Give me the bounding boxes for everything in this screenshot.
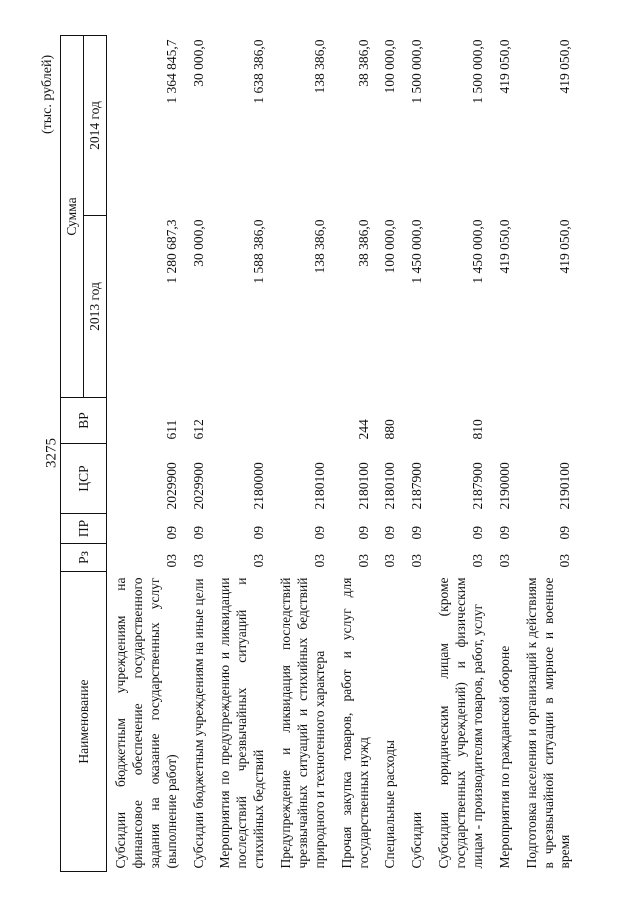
rotated-page [40, 36, 600, 872]
cell-vr: 611 [163, 419, 179, 440]
cell-2014: 138 386,0 [311, 39, 327, 94]
page-number: 3275 [43, 438, 60, 468]
cell-rz: 03 [311, 554, 327, 568]
cell-pr: 09 [311, 526, 327, 540]
header-year-2014: 2014 год [84, 35, 107, 215]
header-csr: ЦСР [61, 444, 107, 514]
cell-name: Субсидии юридическим лицам (кроме государственных учреждений) и физическим лицам - производителям товаров, работ, услуг [436, 577, 485, 869]
cell-vr: 880 [382, 419, 398, 440]
cell-csr: 2180000 [251, 462, 267, 510]
cell-name: Мероприятия по гражданской обороне [496, 645, 512, 869]
cell-pr: 09 [163, 526, 179, 540]
cell-pr: 09 [557, 526, 573, 540]
cell-rz: 03 [163, 554, 179, 568]
cell-2014: 1 500 000,0 [409, 39, 425, 104]
cell-csr: 2180100 [311, 462, 327, 510]
cell-rz: 03 [251, 554, 267, 568]
cell-2014: 30 000,0 [190, 39, 206, 87]
cell-csr: 2190100 [557, 462, 573, 510]
cell-csr: 2029900 [163, 462, 179, 510]
cell-2014: 38 386,0 [355, 39, 371, 87]
cell-2013: 100 000,0 [382, 219, 398, 274]
cell-pr: 09 [469, 526, 485, 540]
header-name: Наименование [61, 572, 107, 872]
cell-csr: 2180100 [382, 462, 398, 510]
cell-pr: 09 [409, 526, 425, 540]
cell-name: Специальные расходы [382, 740, 398, 869]
table-body [107, 35, 579, 871]
cell-rz: 03 [557, 554, 573, 568]
header-pr: ПР [61, 514, 107, 544]
cell-name: Мероприятия по предупреждению и ликвидации последствий чрезвычайных ситуаций и стихийных бедствий [217, 577, 267, 869]
cell-pr: 09 [355, 526, 371, 540]
table-row [211, 35, 272, 871]
cell-2014: 1 638 386,0 [251, 39, 267, 104]
table-row [430, 35, 491, 871]
cell-2014: 1 364 845,7 [163, 39, 179, 104]
table-row [107, 35, 185, 871]
table-row [491, 35, 518, 871]
header-year-2013: 2013 год [84, 216, 107, 398]
budget-table [60, 35, 578, 872]
cell-rz: 03 [382, 554, 398, 568]
cell-2013: 419 050,0 [496, 219, 512, 274]
cell-csr: 2029900 [190, 462, 206, 510]
cell-vr: 244 [355, 419, 371, 440]
table-row [333, 35, 377, 871]
table-header [61, 35, 107, 871]
cell-2013: 419 050,0 [557, 219, 573, 274]
cell-name: Подготовка населения и организаций к действиям в чрезвычайной ситуации в мирное и военное время [523, 577, 573, 869]
cell-rz: 03 [469, 554, 485, 568]
cell-vr [518, 398, 579, 444]
cell-rz: 03 [190, 554, 206, 568]
table-row [518, 35, 579, 871]
table-row [376, 35, 403, 871]
cell-2013: 38 386,0 [355, 219, 371, 267]
cell-name: Прочая закупка товаров, работ и услуг для государственных нужд [338, 577, 371, 869]
cell-2013: 1 280 687,3 [163, 219, 179, 284]
header-rz: Рз [61, 544, 107, 572]
cell-rz: 03 [409, 554, 425, 568]
cell-vr: 810 [469, 419, 485, 440]
cell-2013: 30 000,0 [190, 219, 206, 267]
cell-pr: 09 [496, 526, 512, 540]
cell-csr: 2187900 [469, 462, 485, 510]
header-sum: Сумма [61, 35, 84, 397]
table-row [185, 35, 212, 871]
cell-rz: 03 [355, 554, 371, 568]
cell-2013: 1 450 000,0 [469, 219, 485, 284]
cell-2014: 100 000,0 [382, 39, 398, 94]
cell-vr [211, 398, 272, 444]
cell-name: Предупреждение и ликвидация последствий чрезвычайных ситуаций и стихийных бедствий природного и техногенного характера [278, 577, 327, 869]
cell-name: Субсидии бюджетным учреждениям на иные цели [190, 578, 206, 869]
cell-2013: 1 588 386,0 [251, 219, 267, 284]
cell-vr: 612 [190, 419, 206, 440]
cell-pr: 09 [251, 526, 267, 540]
cell-2014: 419 050,0 [557, 39, 573, 94]
cell-csr: 2190000 [496, 462, 512, 510]
table-row [403, 35, 430, 871]
cell-rz: 03 [496, 554, 512, 568]
cell-name: Субсидии бюджетным учреждениям на финансовое обеспечение государственного задания на оказание государственных услуг (выполнение работ) [113, 577, 179, 869]
cell-2014: 419 050,0 [496, 39, 512, 94]
cell-2013: 138 386,0 [311, 219, 327, 274]
cell-vr [403, 398, 430, 444]
cell-name: Субсидии [409, 811, 425, 869]
table-row [272, 35, 333, 871]
cell-2014: 1 500 000,0 [469, 39, 485, 104]
cell-vr [491, 398, 518, 444]
units-label: (тыс. рублей) [40, 54, 55, 134]
cell-vr [272, 398, 333, 444]
cell-csr: 2180100 [355, 462, 371, 510]
cell-2013: 1 450 000,0 [409, 219, 425, 284]
cell-pr: 09 [190, 526, 206, 540]
header-vr: ВР [61, 398, 107, 444]
cell-csr: 2187900 [409, 462, 425, 510]
cell-pr: 09 [382, 526, 398, 540]
